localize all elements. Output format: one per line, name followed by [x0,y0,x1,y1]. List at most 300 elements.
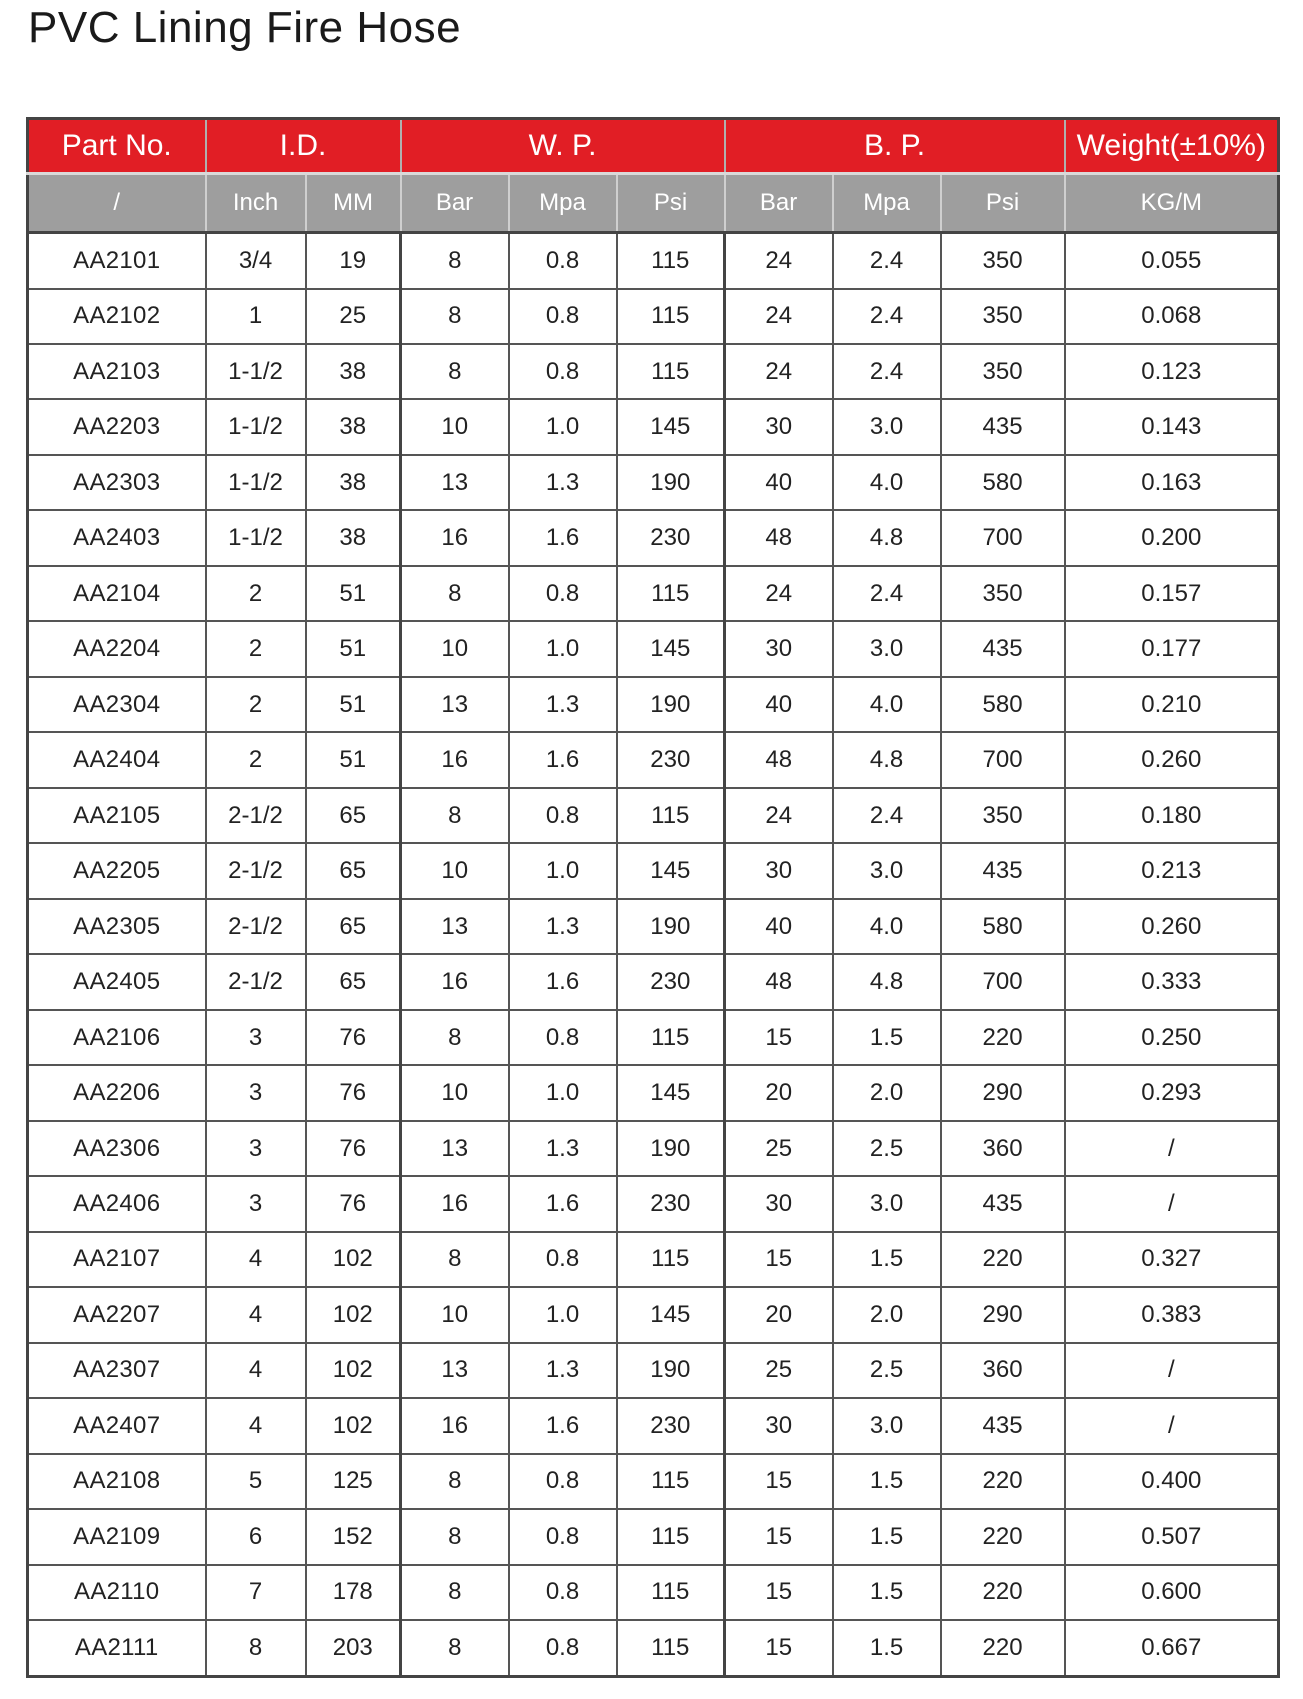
subheader-bp-mpa: Mpa [833,174,941,233]
bp-psi-cell: 290 [941,1287,1065,1342]
id-mm-cell: 51 [306,677,401,732]
table-row [28,899,1279,954]
bp-bar-cell: 15 [725,1565,833,1620]
id-inch-cell: 3 [206,1010,306,1065]
bp-mpa-cell: 2.4 [833,566,941,621]
bp-mpa-cell: 3.0 [833,621,941,676]
wp-bar-cell: 13 [401,1121,509,1176]
table-row [28,1565,1279,1620]
bp-bar-cell: 15 [725,1620,833,1676]
bp-psi-cell: 580 [941,899,1065,954]
table-body [28,233,1279,1677]
id-mm-cell: 76 [306,1010,401,1065]
table-row [28,1509,1279,1564]
id-inch-cell: 2 [206,566,306,621]
wp-mpa-cell: 0.8 [509,344,617,399]
table-row [28,455,1279,510]
part-no-cell: AA2204 [28,621,206,676]
wp-psi-cell: 145 [617,1065,725,1120]
bp-mpa-cell: 2.4 [833,289,941,344]
subheader-part-no: / [28,174,206,233]
page-title: PVC Lining Fire Hose [28,3,462,52]
bp-mpa-cell: 2.4 [833,788,941,843]
bp-bar-cell: 30 [725,621,833,676]
id-inch-cell: 2-1/2 [206,899,306,954]
weight-cell: 0.177 [1065,621,1279,676]
bp-psi-cell: 220 [941,1454,1065,1509]
bp-psi-cell: 350 [941,233,1065,289]
wp-mpa-cell: 1.0 [509,1065,617,1120]
wp-mpa-cell: 0.8 [509,566,617,621]
weight-cell: 0.333 [1065,954,1279,1009]
header-wp: W. P. [401,119,725,174]
bp-bar-cell: 40 [725,455,833,510]
id-mm-cell: 203 [306,1620,401,1676]
bp-mpa-cell: 2.0 [833,1065,941,1120]
wp-bar-cell: 16 [401,732,509,787]
wp-psi-cell: 115 [617,1509,725,1564]
id-inch-cell: 7 [206,1565,306,1620]
id-mm-cell: 65 [306,843,401,898]
id-inch-cell: 3 [206,1065,306,1120]
wp-bar-cell: 8 [401,1232,509,1287]
bp-psi-cell: 700 [941,954,1065,1009]
table-row [28,510,1279,565]
wp-psi-cell: 115 [617,1565,725,1620]
wp-psi-cell: 145 [617,843,725,898]
bp-psi-cell: 580 [941,677,1065,732]
wp-psi-cell: 115 [617,566,725,621]
bp-psi-cell: 435 [941,621,1065,676]
id-inch-cell: 1-1/2 [206,510,306,565]
wp-bar-cell: 16 [401,510,509,565]
wp-psi-cell: 115 [617,1232,725,1287]
weight-cell: / [1065,1176,1279,1231]
wp-mpa-cell: 0.8 [509,289,617,344]
bp-bar-cell: 30 [725,843,833,898]
id-inch-cell: 6 [206,1509,306,1564]
bp-bar-cell: 15 [725,1010,833,1065]
bp-bar-cell: 15 [725,1509,833,1564]
id-mm-cell: 38 [306,510,401,565]
id-mm-cell: 102 [306,1232,401,1287]
wp-bar-cell: 10 [401,621,509,676]
id-mm-cell: 51 [306,621,401,676]
wp-mpa-cell: 0.8 [509,1620,617,1676]
part-no-cell: AA2404 [28,732,206,787]
bp-mpa-cell: 1.5 [833,1232,941,1287]
wp-mpa-cell: 0.8 [509,788,617,843]
wp-mpa-cell: 1.3 [509,455,617,510]
part-no-cell: AA2403 [28,510,206,565]
wp-bar-cell: 8 [401,1509,509,1564]
table-row [28,1010,1279,1065]
table-row [28,1287,1279,1342]
table-row [28,233,1279,289]
bp-bar-cell: 15 [725,1454,833,1509]
wp-mpa-cell: 1.3 [509,1121,617,1176]
bp-bar-cell: 25 [725,1343,833,1398]
bp-bar-cell: 30 [725,399,833,454]
wp-mpa-cell: 1.6 [509,1176,617,1231]
table-row [28,788,1279,843]
table-row [28,1176,1279,1231]
weight-cell: 0.210 [1065,677,1279,732]
id-inch-cell: 1 [206,289,306,344]
id-mm-cell: 125 [306,1454,401,1509]
id-mm-cell: 51 [306,732,401,787]
part-no-cell: AA2306 [28,1121,206,1176]
weight-cell: 0.260 [1065,732,1279,787]
wp-mpa-cell: 0.8 [509,1232,617,1287]
header-id: I.D. [206,119,401,174]
id-inch-cell: 2-1/2 [206,843,306,898]
part-no-cell: AA2106 [28,1010,206,1065]
wp-psi-cell: 115 [617,289,725,344]
id-mm-cell: 51 [306,566,401,621]
table-row [28,289,1279,344]
wp-psi-cell: 145 [617,399,725,454]
bp-psi-cell: 580 [941,455,1065,510]
part-no-cell: AA2407 [28,1398,206,1453]
bp-bar-cell: 30 [725,1398,833,1453]
wp-bar-cell: 10 [401,399,509,454]
table-row [28,1065,1279,1120]
bp-mpa-cell: 1.5 [833,1565,941,1620]
part-no-cell: AA2303 [28,455,206,510]
part-no-cell: AA2305 [28,899,206,954]
bp-mpa-cell: 4.8 [833,732,941,787]
bp-mpa-cell: 1.5 [833,1454,941,1509]
bp-psi-cell: 435 [941,399,1065,454]
weight-cell: 0.143 [1065,399,1279,454]
wp-psi-cell: 230 [617,510,725,565]
weight-cell: 0.068 [1065,289,1279,344]
wp-psi-cell: 230 [617,1176,725,1231]
table-row [28,1398,1279,1453]
id-inch-cell: 1-1/2 [206,455,306,510]
weight-cell: / [1065,1343,1279,1398]
id-inch-cell: 2 [206,677,306,732]
spec-table [26,117,1280,1678]
header-row-units [28,174,1279,233]
weight-cell: 0.250 [1065,1010,1279,1065]
bp-mpa-cell: 4.0 [833,677,941,732]
wp-psi-cell: 115 [617,233,725,289]
bp-mpa-cell: 2.4 [833,233,941,289]
id-mm-cell: 102 [306,1287,401,1342]
part-no-cell: AA2405 [28,954,206,1009]
id-inch-cell: 3 [206,1121,306,1176]
part-no-cell: AA2107 [28,1232,206,1287]
weight-cell: 0.667 [1065,1620,1279,1676]
id-mm-cell: 65 [306,899,401,954]
wp-bar-cell: 13 [401,677,509,732]
id-mm-cell: 38 [306,399,401,454]
table-row [28,566,1279,621]
bp-mpa-cell: 2.5 [833,1343,941,1398]
wp-psi-cell: 115 [617,1454,725,1509]
wp-mpa-cell: 1.0 [509,1287,617,1342]
wp-bar-cell: 8 [401,1565,509,1620]
id-inch-cell: 4 [206,1343,306,1398]
part-no-cell: AA2111 [28,1620,206,1676]
id-mm-cell: 38 [306,455,401,510]
wp-bar-cell: 16 [401,1176,509,1231]
bp-psi-cell: 220 [941,1509,1065,1564]
part-no-cell: AA2207 [28,1287,206,1342]
bp-psi-cell: 220 [941,1565,1065,1620]
id-inch-cell: 4 [206,1398,306,1453]
part-no-cell: AA2205 [28,843,206,898]
part-no-cell: AA2304 [28,677,206,732]
weight-cell: 0.400 [1065,1454,1279,1509]
id-mm-cell: 65 [306,954,401,1009]
table-row [28,344,1279,399]
bp-psi-cell: 350 [941,289,1065,344]
id-mm-cell: 19 [306,233,401,289]
bp-mpa-cell: 3.0 [833,399,941,454]
weight-cell: 0.123 [1065,344,1279,399]
bp-psi-cell: 220 [941,1232,1065,1287]
wp-mpa-cell: 0.8 [509,233,617,289]
id-inch-cell: 2 [206,621,306,676]
weight-cell: 0.260 [1065,899,1279,954]
subheader-mm: MM [306,174,401,233]
bp-psi-cell: 700 [941,732,1065,787]
part-no-cell: AA2105 [28,788,206,843]
wp-mpa-cell: 1.0 [509,399,617,454]
bp-bar-cell: 40 [725,899,833,954]
bp-psi-cell: 350 [941,566,1065,621]
bp-mpa-cell: 4.0 [833,455,941,510]
wp-bar-cell: 8 [401,566,509,621]
table-row [28,1620,1279,1676]
bp-bar-cell: 48 [725,954,833,1009]
weight-cell: 0.213 [1065,843,1279,898]
wp-psi-cell: 115 [617,344,725,399]
wp-mpa-cell: 1.3 [509,677,617,732]
wp-psi-cell: 115 [617,1010,725,1065]
wp-mpa-cell: 1.6 [509,954,617,1009]
id-mm-cell: 152 [306,1509,401,1564]
weight-cell: 0.327 [1065,1232,1279,1287]
part-no-cell: AA2104 [28,566,206,621]
wp-psi-cell: 230 [617,954,725,1009]
weight-cell: / [1065,1398,1279,1453]
id-inch-cell: 8 [206,1620,306,1676]
table-row [28,954,1279,1009]
subheader-wp-psi: Psi [617,174,725,233]
table-row [28,677,1279,732]
id-inch-cell: 3 [206,1176,306,1231]
bp-psi-cell: 360 [941,1343,1065,1398]
wp-bar-cell: 13 [401,1343,509,1398]
wp-bar-cell: 10 [401,1287,509,1342]
wp-mpa-cell: 1.3 [509,899,617,954]
part-no-cell: AA2206 [28,1065,206,1120]
part-no-cell: AA2406 [28,1176,206,1231]
bp-bar-cell: 25 [725,1121,833,1176]
subheader-bp-bar: Bar [725,174,833,233]
bp-psi-cell: 220 [941,1010,1065,1065]
wp-bar-cell: 8 [401,289,509,344]
wp-psi-cell: 145 [617,1287,725,1342]
weight-cell: / [1065,1121,1279,1176]
header-part-no: Part No. [28,119,206,174]
weight-cell: 0.157 [1065,566,1279,621]
bp-psi-cell: 350 [941,344,1065,399]
wp-mpa-cell: 1.0 [509,843,617,898]
table-row [28,1232,1279,1287]
id-inch-cell: 4 [206,1287,306,1342]
header-bp: B. P. [725,119,1065,174]
wp-psi-cell: 190 [617,899,725,954]
bp-mpa-cell: 2.0 [833,1287,941,1342]
id-mm-cell: 38 [306,344,401,399]
table-row [28,843,1279,898]
id-mm-cell: 65 [306,788,401,843]
bp-bar-cell: 24 [725,344,833,399]
bp-psi-cell: 435 [941,1398,1065,1453]
wp-psi-cell: 190 [617,455,725,510]
table-row [28,732,1279,787]
wp-mpa-cell: 1.6 [509,1398,617,1453]
id-mm-cell: 76 [306,1176,401,1231]
id-mm-cell: 76 [306,1121,401,1176]
id-mm-cell: 102 [306,1398,401,1453]
wp-bar-cell: 8 [401,1010,509,1065]
bp-bar-cell: 20 [725,1287,833,1342]
bp-bar-cell: 20 [725,1065,833,1120]
bp-mpa-cell: 4.8 [833,510,941,565]
bp-psi-cell: 700 [941,510,1065,565]
wp-psi-cell: 115 [617,1620,725,1676]
wp-mpa-cell: 1.6 [509,732,617,787]
id-inch-cell: 2-1/2 [206,954,306,1009]
wp-bar-cell: 8 [401,233,509,289]
bp-bar-cell: 30 [725,1176,833,1231]
id-mm-cell: 76 [306,1065,401,1120]
wp-bar-cell: 16 [401,1398,509,1453]
bp-mpa-cell: 4.8 [833,954,941,1009]
table-row [28,1343,1279,1398]
weight-cell: 0.383 [1065,1287,1279,1342]
wp-mpa-cell: 0.8 [509,1454,617,1509]
bp-bar-cell: 24 [725,289,833,344]
part-no-cell: AA2101 [28,233,206,289]
id-inch-cell: 2 [206,732,306,787]
wp-bar-cell: 16 [401,954,509,1009]
bp-mpa-cell: 1.5 [833,1620,941,1676]
bp-psi-cell: 435 [941,843,1065,898]
weight-cell: 0.600 [1065,1565,1279,1620]
part-no-cell: AA2108 [28,1454,206,1509]
bp-bar-cell: 24 [725,233,833,289]
bp-bar-cell: 40 [725,677,833,732]
weight-cell: 0.293 [1065,1065,1279,1120]
wp-mpa-cell: 1.3 [509,1343,617,1398]
bp-psi-cell: 360 [941,1121,1065,1176]
id-inch-cell: 1-1/2 [206,344,306,399]
bp-bar-cell: 48 [725,732,833,787]
part-no-cell: AA2110 [28,1565,206,1620]
wp-psi-cell: 145 [617,621,725,676]
weight-cell: 0.507 [1065,1509,1279,1564]
header-weight: Weight(±10%) [1065,119,1279,174]
bp-bar-cell: 48 [725,510,833,565]
wp-bar-cell: 8 [401,344,509,399]
bp-mpa-cell: 1.5 [833,1509,941,1564]
subheader-inch: Inch [206,174,306,233]
wp-bar-cell: 13 [401,455,509,510]
bp-mpa-cell: 3.0 [833,1176,941,1231]
wp-bar-cell: 13 [401,899,509,954]
table-row [28,1454,1279,1509]
id-mm-cell: 102 [306,1343,401,1398]
id-mm-cell: 25 [306,289,401,344]
part-no-cell: AA2103 [28,344,206,399]
weight-cell: 0.180 [1065,788,1279,843]
bp-mpa-cell: 3.0 [833,843,941,898]
wp-psi-cell: 190 [617,677,725,732]
wp-psi-cell: 115 [617,788,725,843]
wp-bar-cell: 8 [401,1620,509,1676]
wp-bar-cell: 10 [401,1065,509,1120]
wp-psi-cell: 190 [617,1343,725,1398]
wp-psi-cell: 230 [617,732,725,787]
weight-cell: 0.163 [1065,455,1279,510]
table-row [28,621,1279,676]
wp-mpa-cell: 1.0 [509,621,617,676]
wp-mpa-cell: 0.8 [509,1010,617,1065]
wp-bar-cell: 8 [401,1454,509,1509]
bp-mpa-cell: 2.4 [833,344,941,399]
wp-psi-cell: 190 [617,1121,725,1176]
id-mm-cell: 178 [306,1565,401,1620]
id-inch-cell: 3/4 [206,233,306,289]
weight-cell: 0.055 [1065,233,1279,289]
subheader-bp-psi: Psi [941,174,1065,233]
subheader-wp-mpa: Mpa [509,174,617,233]
part-no-cell: AA2307 [28,1343,206,1398]
bp-psi-cell: 220 [941,1620,1065,1676]
table-row [28,399,1279,454]
bp-bar-cell: 24 [725,788,833,843]
bp-mpa-cell: 1.5 [833,1010,941,1065]
part-no-cell: AA2109 [28,1509,206,1564]
wp-bar-cell: 8 [401,788,509,843]
subheader-weight: KG/M [1065,174,1279,233]
bp-mpa-cell: 2.5 [833,1121,941,1176]
bp-mpa-cell: 3.0 [833,1398,941,1453]
header-row-main [28,119,1279,174]
bp-mpa-cell: 4.0 [833,899,941,954]
wp-mpa-cell: 0.8 [509,1509,617,1564]
wp-bar-cell: 10 [401,843,509,898]
part-no-cell: AA2203 [28,399,206,454]
bp-psi-cell: 290 [941,1065,1065,1120]
bp-bar-cell: 15 [725,1232,833,1287]
wp-mpa-cell: 0.8 [509,1565,617,1620]
weight-cell: 0.200 [1065,510,1279,565]
bp-psi-cell: 350 [941,788,1065,843]
wp-psi-cell: 230 [617,1398,725,1453]
id-inch-cell: 2-1/2 [206,788,306,843]
subheader-wp-bar: Bar [401,174,509,233]
id-inch-cell: 1-1/2 [206,399,306,454]
table-row [28,1121,1279,1176]
